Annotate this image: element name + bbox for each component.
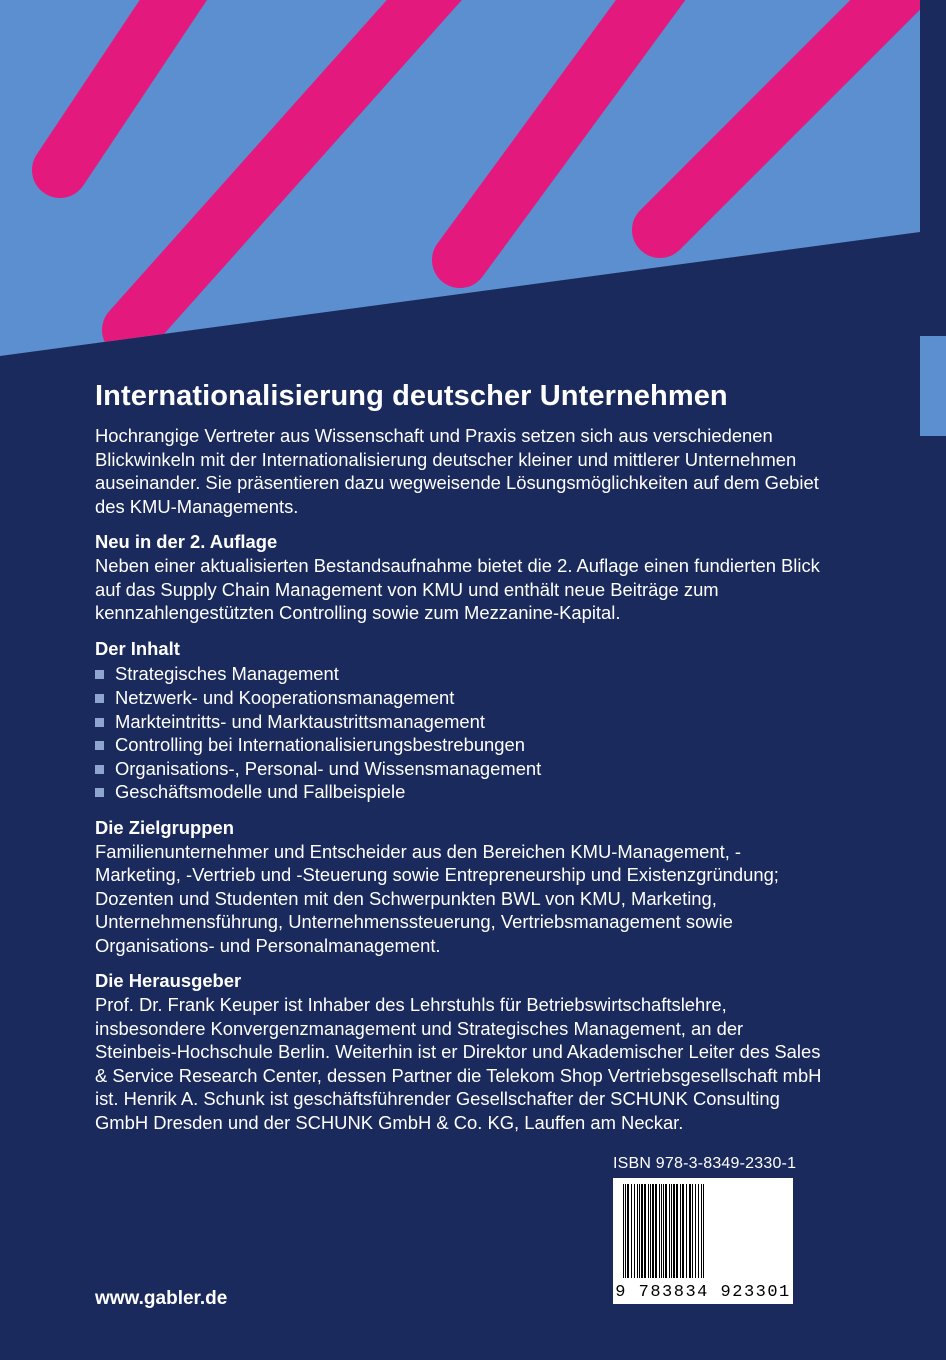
barcode-bar <box>641 1184 643 1278</box>
back-cover-text <box>95 378 825 1147</box>
barcode-bar <box>637 1184 638 1278</box>
barcode-bar <box>703 1184 704 1278</box>
barcode-bar <box>671 1184 672 1278</box>
intro-section <box>95 424 825 518</box>
barcode-bar <box>652 1184 654 1278</box>
barcode-bar <box>623 1184 624 1278</box>
square-bullet-icon <box>95 788 104 797</box>
list-item-label: Markteintritts- und Marktaustrittsmanagement <box>115 710 485 732</box>
book-title: Internationalisierung deutscher Unternehmen <box>95 380 728 412</box>
list-item-label: Netzwerk- und Kooperationsmanagement <box>115 686 455 708</box>
barcode-bar <box>631 1184 632 1278</box>
cover-graphic <box>0 0 946 380</box>
website-link[interactable]: www.gabler.de <box>95 1288 228 1309</box>
list-item-label: Organisations-, Personal- und Wissensmanagement <box>115 757 542 779</box>
barcode-digits: 9 783834 923301 <box>615 1283 791 1302</box>
audience-text: Familienunternehmer und Entscheider aus den Bereichen KMU-Management, -Marketing, -Vertrieb und -Steuerung sowie Entrepreneurship und Existenzgründung; Dozenten und Studenten mit den Schwerpunkten BWL von KMU, Marketing, Unternehmensführung, Unternehmenssteuerung, Vertriebsmanagement sowie Organisations- und Personalmanagement. <box>95 840 779 956</box>
audience-heading: Die Zielgruppen <box>95 816 234 838</box>
barcode-bar <box>686 1184 687 1278</box>
barcode-bar <box>673 1184 675 1278</box>
barcode-bar <box>663 1184 664 1278</box>
list-item-label: Strategisches Management <box>115 663 339 685</box>
list-item <box>95 780 825 804</box>
barcode <box>613 1178 793 1304</box>
isbn-label: ISBN 978-3-8349-2330-1 <box>613 1155 797 1172</box>
barcode-bars <box>613 1178 793 1282</box>
contents-heading: Der Inhalt <box>95 637 180 659</box>
editors-heading: Die Herausgeber <box>95 970 242 992</box>
list-item <box>95 710 825 734</box>
list-item <box>95 733 825 757</box>
barcode-bar <box>625 1184 626 1278</box>
barcode-bar <box>659 1184 660 1278</box>
new-edition-text: Neben einer aktualisierten Bestandsaufnahme bietet die 2. Auflage einen fundierten Blick auf das Supply Chain Management von KMU und enthält neue Beiträge zum kennzahlengestützten Controlling sowie zum Mezzanine-Kapital. <box>95 554 820 624</box>
list-item-label: Geschäftsmodelle und Fallbeispiele <box>115 781 406 803</box>
square-bullet-icon <box>95 765 104 774</box>
square-bullet-icon <box>95 694 104 703</box>
intro-text: Hochrangige Vertreter aus Wissenschaft und Praxis setzen sich aus verschiedenen Blickwinkeln mit der Internationalisierung deutscher kleiner und mittlerer Unternehmen auseinander. Sie präsentieren dazu wegweisende Lösungsmöglichkeiten auf dem Gebiet des KMU-Managements. <box>95 425 819 517</box>
barcode-bar <box>650 1184 651 1278</box>
barcode-bar <box>661 1184 662 1278</box>
barcode-bar <box>644 1184 646 1278</box>
audience-section <box>95 816 825 958</box>
list-item <box>95 757 825 781</box>
contents-list <box>95 662 825 804</box>
barcode-bar <box>680 1184 681 1278</box>
barcode-bar <box>627 1184 629 1278</box>
list-item <box>95 662 825 686</box>
barcode-bar <box>669 1184 670 1278</box>
side-tab <box>920 336 946 436</box>
editors-text: Prof. Dr. Frank Keuper ist Inhaber des Lehrstuhls für Betriebswirtschaftslehre, insbesondere Konvergenzmanagement und Strategisches Management, an der Steinbeis-Hochschule Berlin. Weiterhin ist er Direktor und Akademischer Leiter des Sales & Service Research Center, dessen Partner die Telekom Shop Vertriebsgesellschaft mbH ist. Henrik A. Schunk ist geschäftsführender Gesellschafter der SCHUNK Consulting GmbH Dresden und der SCHUNK GmbH & Co. KG, Lauffen am Neckar. <box>95 994 822 1134</box>
barcode-bar <box>701 1184 702 1278</box>
barcode-bar <box>676 1184 678 1278</box>
new-edition-heading: Neu in der 2. Auflage <box>95 531 278 553</box>
contents-section <box>95 637 825 804</box>
barcode-bar <box>648 1184 649 1278</box>
barcode-bar <box>682 1184 684 1278</box>
barcode-bar <box>655 1184 657 1278</box>
list-item <box>95 686 825 710</box>
editors-section <box>95 969 825 1134</box>
square-bullet-icon <box>95 670 104 679</box>
barcode-bar <box>698 1184 699 1278</box>
list-item-label: Controlling bei Internationalisierungsbestrebungen <box>115 734 525 756</box>
barcode-bar <box>695 1184 696 1278</box>
square-bullet-icon <box>95 718 104 727</box>
barcode-bar <box>639 1184 640 1278</box>
barcode-bar <box>692 1184 693 1278</box>
square-bullet-icon <box>95 741 104 750</box>
barcode-bar <box>689 1184 691 1278</box>
barcode-bar <box>665 1184 667 1278</box>
barcode-bar <box>634 1184 635 1278</box>
new-edition-section <box>95 530 825 624</box>
